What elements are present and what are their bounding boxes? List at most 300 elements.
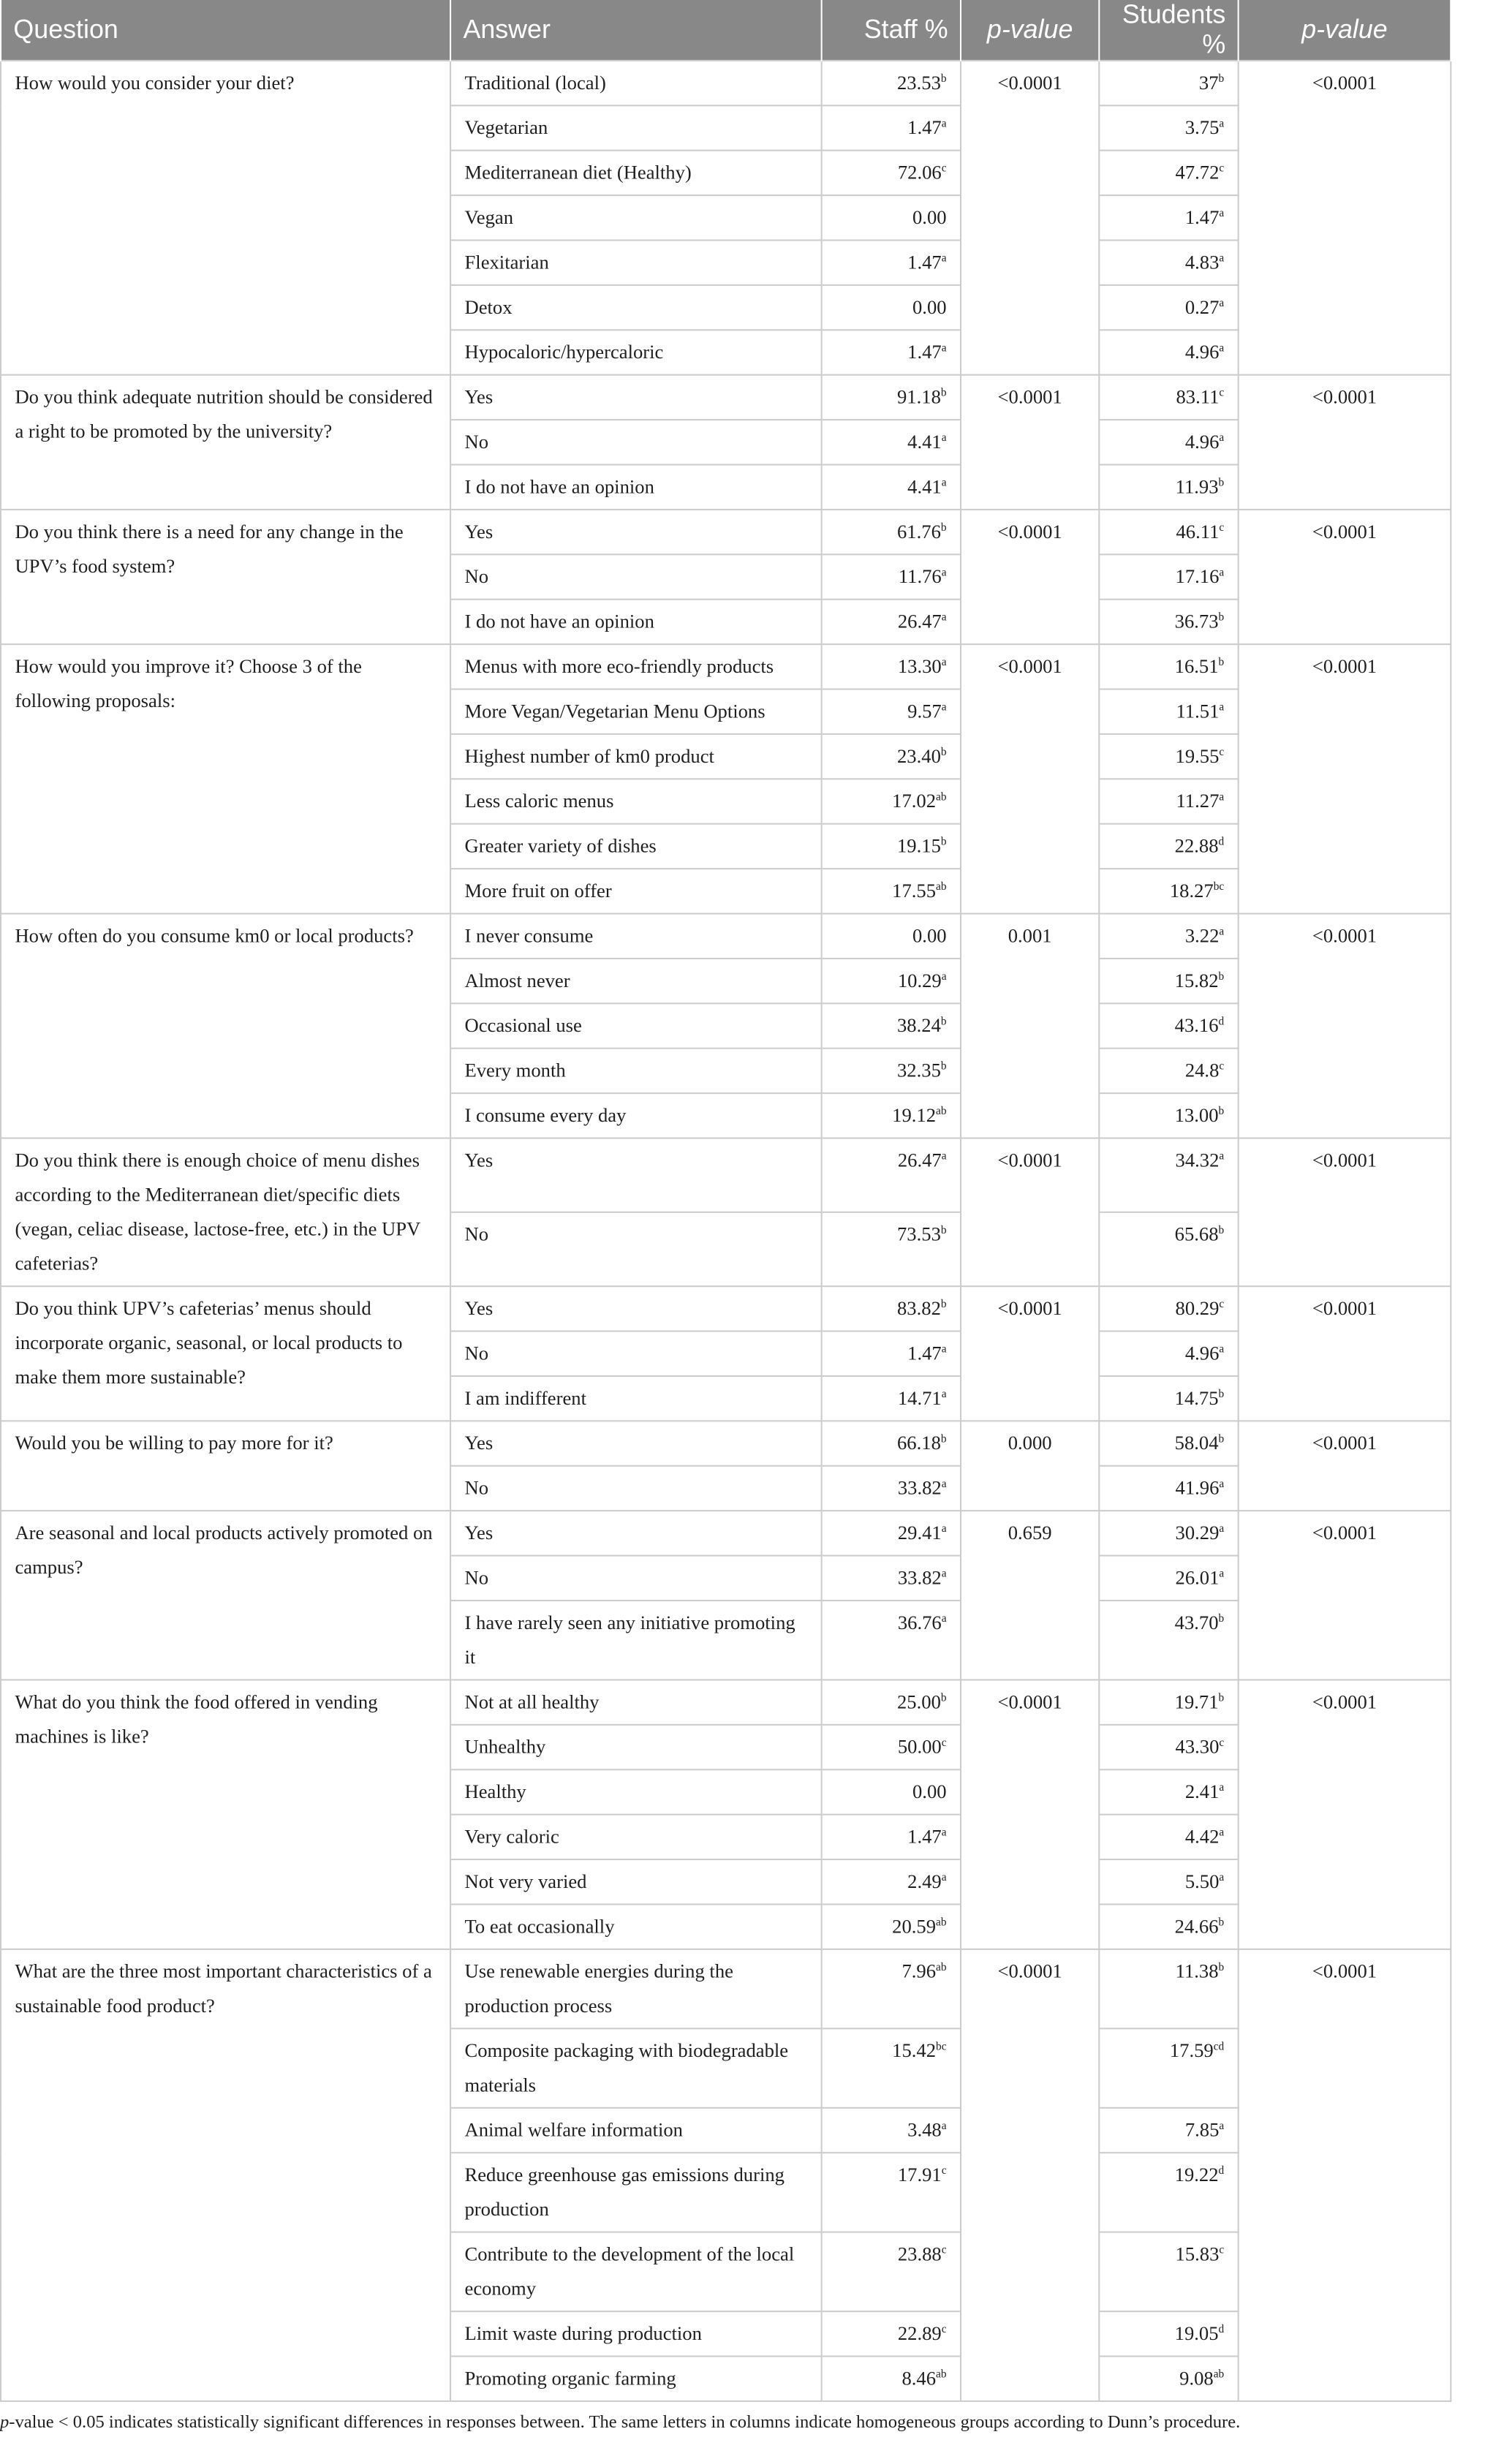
students-cell-group-letter: a [1219, 1343, 1225, 1356]
header-students: Students % [1099, 0, 1238, 61]
answer-cell: Unhealthy [450, 1725, 822, 1769]
staff-cell-value: 19.12 [892, 1104, 937, 1127]
students-cell-value: 3.75 [1184, 116, 1220, 139]
answer-cell: I do not have an opinion [450, 465, 822, 510]
staff-cell-group-letter: a [941, 567, 947, 579]
answer-cell: Reduce greenhouse gas emissions during production [450, 2153, 822, 2232]
staff-cell-group-letter: b [940, 1224, 947, 1236]
p-value-staff-cell: <0.0001 [961, 510, 1099, 644]
p-value-students-cell: <0.0001 [1239, 375, 1451, 510]
staff-cell-value: 29.41 [897, 1522, 942, 1544]
header-row [1, 0, 1451, 61]
answer-cell: More fruit on offer [450, 869, 822, 913]
staff-cell-group-letter: a [941, 701, 947, 714]
students-cell-group-letter: a [1219, 1871, 1225, 1884]
staff-cell-group-letter: ab [936, 1961, 947, 1973]
staff-cell-value: 91.18 [897, 386, 941, 408]
answer-cell: Menus with more eco-friendly products [450, 644, 822, 689]
header-question: Question [1, 0, 450, 61]
staff-cell-group-letter: a [941, 342, 947, 355]
staff-cell-group-letter: ab [936, 2368, 947, 2381]
staff-cell-group-letter: a [941, 1826, 947, 1839]
students-cell-group-letter: b [1218, 970, 1225, 983]
question-cell: Are seasonal and local products actively promoted on campus? [1, 1511, 450, 1680]
answer-cell: I am indifferent [450, 1376, 822, 1421]
students-cell-value: 80.29 [1175, 1297, 1220, 1320]
table-row [1, 510, 1451, 554]
staff-cell-group-letter: a [941, 656, 947, 669]
staff-cell-group-letter: b [940, 1016, 947, 1028]
answer-cell: Mediterranean diet (Healthy) [450, 151, 822, 195]
students-cell [1099, 240, 1238, 284]
staff-cell-value: 33.82 [897, 1566, 942, 1589]
answer-cell: Vegetarian [450, 105, 822, 150]
students-cell-value: 34.32 [1175, 1149, 1220, 1171]
p-value-staff-cell: 0.001 [961, 914, 1099, 1138]
answer-cell: Yes [450, 375, 822, 420]
answer-cell: Yes [450, 1138, 822, 1212]
staff-cell [822, 1421, 961, 1465]
staff-cell-value: 83.82 [897, 1297, 941, 1320]
students-cell [1099, 1093, 1238, 1138]
students-cell [1099, 2357, 1238, 2401]
students-cell-group-letter: a [1219, 567, 1225, 579]
staff-cell-group-letter: a [941, 477, 947, 489]
students-cell [1099, 554, 1238, 599]
staff-cell [822, 375, 961, 420]
staff-cell-group-letter: b [940, 746, 947, 759]
students-cell [1099, 869, 1238, 913]
staff-cell [822, 195, 961, 240]
staff-cell [822, 330, 961, 374]
students-cell-value: 4.96 [1184, 1342, 1220, 1364]
students-cell-value: 4.42 [1184, 1825, 1220, 1848]
answer-cell: I consume every day [450, 1093, 822, 1138]
staff-cell-value: 22.89 [897, 2322, 942, 2345]
question-cell: Would you be willing to pay more for it? [1, 1421, 450, 1511]
students-cell-group-letter: a [1219, 1781, 1225, 1794]
p-value-students-cell: <0.0001 [1239, 1421, 1451, 1511]
staff-cell-value: 1.47 [907, 341, 942, 363]
students-cell-group-letter: b [1218, 611, 1225, 624]
answer-cell: No [450, 554, 822, 599]
staff-cell-value: 26.47 [897, 1149, 942, 1171]
students-cell-value: 47.72 [1175, 162, 1220, 184]
answer-cell: Vegan [450, 195, 822, 240]
staff-cell-group-letter: a [941, 1612, 947, 1625]
students-cell [1099, 690, 1238, 734]
staff-cell [822, 1556, 961, 1601]
students-cell-value: 83.11 [1176, 386, 1220, 408]
answer-cell: No [450, 1212, 822, 1286]
p-value-staff-cell: 0.659 [961, 1511, 1099, 1680]
staff-cell [822, 1680, 961, 1724]
staff-cell-group-letter: a [941, 1522, 947, 1535]
students-cell [1099, 285, 1238, 330]
staff-cell-value: 1.47 [907, 116, 942, 139]
students-cell [1099, 1769, 1238, 1814]
staff-cell [822, 2311, 961, 2356]
p-value-staff-cell: <0.0001 [961, 1286, 1099, 1421]
staff-cell-group-letter: a [941, 252, 947, 265]
students-cell-value: 7.85 [1184, 2119, 1220, 2141]
staff-cell-value: 20.59 [892, 1915, 937, 1938]
staff-cell-group-letter: ab [936, 880, 947, 894]
p-value-students-cell: <0.0001 [1239, 644, 1451, 913]
answer-cell: Detox [450, 285, 822, 330]
staff-cell-group-letter: a [941, 1871, 947, 1884]
students-cell-value: 24.66 [1174, 1915, 1219, 1938]
students-cell-group-letter: b [1218, 1388, 1225, 1401]
answer-cell: Occasional use [450, 1003, 822, 1048]
staff-cell [822, 1331, 961, 1376]
students-cell-value: 37 [1198, 72, 1219, 94]
answer-cell: Almost never [450, 959, 822, 1003]
staff-cell [822, 600, 961, 644]
answer-cell: No [450, 420, 822, 464]
students-cell [1099, 1949, 1238, 2028]
staff-cell [822, 1859, 961, 1904]
staff-cell-group-letter: a [941, 970, 947, 983]
header-p-staff [961, 0, 1099, 61]
students-cell-value: 65.68 [1174, 1223, 1219, 1245]
answer-cell: Animal welfare information [450, 2108, 822, 2153]
students-cell-group-letter: c [1219, 2244, 1225, 2256]
answer-cell: Promoting organic farming [450, 2357, 822, 2401]
staff-cell-value: 36.76 [897, 1612, 942, 1633]
students-cell-group-letter: b [1218, 1105, 1225, 1118]
answer-cell: Every month [450, 1049, 822, 1093]
staff-cell-group-letter: b [940, 387, 947, 399]
students-cell [1099, 1466, 1238, 1511]
staff-cell-group-letter: ab [936, 791, 947, 804]
staff-cell-group-letter: c [941, 2164, 947, 2177]
answer-cell: No [450, 1466, 822, 1511]
students-cell [1099, 2311, 1238, 2356]
p-value-students-cell: <0.0001 [1239, 1680, 1451, 1949]
staff-cell-group-letter: b [940, 1060, 947, 1073]
students-cell-group-letter: d [1218, 2323, 1225, 2336]
staff-cell-group-letter: a [941, 2120, 947, 2132]
students-cell-value: 19.55 [1175, 745, 1220, 767]
answer-cell: Yes [450, 1421, 822, 1465]
staff-cell [822, 1511, 961, 1555]
staff-cell-value: 32.35 [897, 1059, 941, 1081]
answer-cell: Flexitarian [450, 240, 822, 284]
staff-cell [822, 2108, 961, 2153]
staff-cell-group-letter: c [941, 2323, 947, 2336]
students-cell-value: 19.22 [1174, 2164, 1219, 2186]
students-cell [1099, 1725, 1238, 1769]
staff-cell [822, 2028, 961, 2107]
staff-cell-group-letter: b [940, 836, 947, 848]
students-cell [1099, 1286, 1238, 1331]
students-cell-group-letter: a [1219, 1522, 1225, 1535]
students-cell-group-letter: c [1219, 746, 1225, 759]
students-cell [1099, 1138, 1238, 1212]
answer-cell: Healthy [450, 1769, 822, 1814]
students-cell-value: 15.82 [1174, 970, 1219, 991]
students-cell-group-letter: d [1218, 2164, 1225, 2177]
header-answer: Answer [450, 0, 822, 61]
answer-cell: I have rarely seen any initiative promoting it [450, 1601, 822, 1680]
students-cell-group-letter: c [1219, 1060, 1225, 1073]
staff-cell-group-letter: a [941, 1388, 947, 1401]
table-row [1, 61, 1451, 105]
answer-cell: Traditional (local) [450, 61, 822, 105]
students-cell-group-letter: ab [1213, 2368, 1225, 2381]
students-cell [1099, 914, 1238, 959]
staff-cell-value: 61.76 [897, 521, 941, 543]
students-cell [1099, 2232, 1238, 2311]
students-cell [1099, 1859, 1238, 1904]
students-cell-group-letter: b [1218, 1692, 1225, 1704]
students-cell-value: 4.96 [1184, 341, 1220, 363]
staff-cell-value: 38.24 [897, 1014, 941, 1037]
students-cell-value: 0.27 [1184, 296, 1220, 318]
students-cell-value: 24.8 [1184, 1059, 1220, 1081]
staff-cell-group-letter: a [941, 1343, 947, 1356]
students-cell-group-letter: c [1219, 387, 1225, 399]
answer-cell: Less caloric menus [450, 779, 822, 823]
staff-cell [822, 105, 961, 150]
answer-cell: I never consume [450, 914, 822, 959]
staff-cell-value: 26.47 [897, 611, 942, 632]
students-cell [1099, 1212, 1238, 1286]
staff-cell-value: 33.82 [897, 1477, 942, 1499]
students-cell [1099, 151, 1238, 195]
students-cell-value: 13.00 [1174, 1104, 1219, 1127]
students-cell-value: 11.93 [1175, 475, 1219, 498]
answer-cell: No [450, 1331, 822, 1376]
students-cell-value: 19.05 [1174, 2322, 1219, 2345]
p-value-students-cell: <0.0001 [1239, 61, 1451, 375]
question-cell: What are the three most important characteristics of a sustainable food product? [1, 1949, 450, 2401]
staff-cell [822, 1815, 961, 1859]
staff-cell [822, 779, 961, 823]
staff-cell-value: 17.55 [892, 880, 937, 902]
table-row [1, 644, 1451, 689]
students-cell-group-letter: d [1218, 1016, 1225, 1028]
staff-cell-value: 66.18 [897, 1432, 941, 1454]
staff-cell [822, 1949, 961, 2028]
students-cell-value: 46.11 [1176, 521, 1220, 543]
staff-cell [822, 1049, 961, 1093]
students-cell-value: 9.08 [1179, 2367, 1214, 2390]
students-cell-value: 16.51 [1174, 655, 1219, 678]
students-cell-group-letter: a [1219, 118, 1225, 130]
p-value-students-cell: <0.0001 [1239, 1511, 1451, 1680]
students-cell [1099, 2108, 1238, 2153]
staff-cell-value: 9.57 [907, 700, 942, 722]
students-cell-group-letter: bc [1213, 880, 1225, 894]
answer-cell: Very caloric [450, 1815, 822, 1859]
answer-cell: Composite packaging with biodegradable materials [450, 2028, 822, 2107]
students-cell [1099, 375, 1238, 420]
answer-cell: Contribute to the development of the local economy [450, 2232, 822, 2311]
table-row [1, 1138, 1451, 1212]
staff-cell-value: 4.41 [907, 475, 942, 498]
students-cell [1099, 1815, 1238, 1859]
answer-cell: Limit waste during production [450, 2311, 822, 2356]
staff-cell [822, 285, 961, 330]
question-cell: Do you think there is enough choice of menu dishes according to the Mediterranean diet/specific diets (vegan, celiac disease, lactose-free, etc.) in the UPV cafeterias? [1, 1138, 450, 1287]
staff-cell-value: 1.47 [907, 1342, 942, 1364]
staff-cell-value: 0.00 [912, 1780, 947, 1803]
students-cell-value: 43.30 [1175, 1736, 1220, 1758]
staff-cell [822, 510, 961, 554]
staff-cell [822, 1093, 961, 1138]
staff-cell-value: 0.00 [912, 924, 947, 947]
staff-cell-group-letter: b [940, 521, 947, 534]
students-cell-value: 26.01 [1175, 1566, 1220, 1589]
p-value-staff-cell: <0.0001 [961, 61, 1099, 375]
staff-cell-group-letter: bc [936, 2041, 947, 2053]
students-cell-value: 22.88 [1174, 835, 1219, 857]
staff-cell-group-letter: ab [936, 1105, 947, 1118]
students-cell [1099, 734, 1238, 779]
staff-cell-value: 19.15 [897, 835, 941, 857]
table-row [1, 1286, 1451, 1331]
answer-cell: Yes [450, 1511, 822, 1555]
students-cell [1099, 1003, 1238, 1048]
staff-cell [822, 1466, 961, 1511]
students-cell [1099, 1376, 1238, 1421]
students-cell [1099, 330, 1238, 374]
students-cell-value: 2.41 [1184, 1780, 1220, 1803]
staff-cell [822, 959, 961, 1003]
staff-cell-value: 23.53 [897, 72, 941, 94]
header-p-students [1239, 0, 1451, 61]
students-cell-group-letter: a [1219, 926, 1225, 938]
students-cell-group-letter: c [1219, 1298, 1225, 1311]
footnote-italic: p [0, 2412, 10, 2432]
students-cell [1099, 465, 1238, 510]
staff-cell [822, 420, 961, 464]
staff-cell-group-letter: a [941, 1568, 947, 1580]
students-cell-value: 43.70 [1174, 1612, 1219, 1633]
staff-cell-value: 23.88 [897, 2243, 942, 2265]
students-cell [1099, 1049, 1238, 1093]
students-cell-group-letter: b [1218, 1433, 1225, 1446]
staff-cell-value: 73.53 [897, 1223, 941, 1245]
students-cell [1099, 1556, 1238, 1601]
staff-cell [822, 2357, 961, 2401]
students-cell [1099, 959, 1238, 1003]
p-value-staff-cell: <0.0001 [961, 644, 1099, 913]
staff-cell-group-letter: ab [936, 1916, 947, 1929]
staff-cell [822, 1601, 961, 1680]
students-cell-group-letter: a [1219, 207, 1225, 220]
answer-cell: Highest number of km0 product [450, 734, 822, 779]
header-p-students-text: p-value [1301, 15, 1388, 45]
staff-cell [822, 734, 961, 779]
staff-cell [822, 1286, 961, 1331]
p-value-students-cell: <0.0001 [1239, 1138, 1451, 1287]
students-cell [1099, 420, 1238, 464]
staff-cell [822, 914, 961, 959]
header-staff: Staff % [822, 0, 961, 61]
p-value-staff-cell: <0.0001 [961, 1138, 1099, 1287]
staff-cell-value: 11.76 [898, 565, 942, 588]
students-cell-value: 4.83 [1184, 251, 1220, 273]
students-cell-group-letter: c [1219, 1737, 1225, 1749]
answer-cell: Hypocaloric/hypercaloric [450, 330, 822, 374]
students-cell-group-letter: a [1219, 431, 1225, 445]
table-body [1, 61, 1451, 2401]
students-cell-group-letter: b [1218, 477, 1225, 489]
students-cell [1099, 2153, 1238, 2232]
staff-cell-group-letter: a [941, 118, 947, 130]
students-cell-value: 43.16 [1174, 1014, 1219, 1037]
students-cell-value: 17.59 [1169, 2039, 1214, 2062]
students-cell-value: 15.83 [1175, 2243, 1220, 2265]
footnote-text: -value < 0.05 indicates statistically significant differences in responses between. The same letters in columns indicate homogeneous groups according to Dunn’s procedure. [9, 2412, 1241, 2432]
p-value-staff-cell: <0.0001 [961, 375, 1099, 510]
students-cell [1099, 1511, 1238, 1555]
students-cell-value: 11.51 [1176, 700, 1220, 722]
students-cell-value: 58.04 [1174, 1432, 1219, 1454]
question-cell: How would you consider your diet? [1, 61, 450, 375]
students-cell-value: 1.47 [1184, 206, 1220, 229]
students-cell [1099, 1904, 1238, 1949]
table-row [1, 1949, 1451, 2028]
answer-cell: Not very varied [450, 1859, 822, 1904]
students-cell-group-letter: a [1219, 252, 1225, 265]
question-cell: What do you think the food offered in vending machines is like? [1, 1680, 450, 1949]
answer-cell: To eat occasionally [450, 1904, 822, 1949]
staff-cell-group-letter: b [940, 1692, 947, 1704]
staff-cell-group-letter: b [940, 72, 947, 85]
students-cell-group-letter: a [1219, 791, 1225, 804]
question-cell: How would you improve it? Choose 3 of the following proposals: [1, 644, 450, 913]
staff-cell-group-letter: b [940, 1433, 947, 1446]
answer-cell: Yes [450, 1286, 822, 1331]
students-cell-value: 36.73 [1174, 611, 1219, 632]
answer-cell: More Vegan/Vegetarian Menu Options [450, 690, 822, 734]
staff-cell-value: 15.42 [892, 2039, 937, 2062]
staff-cell-group-letter: c [941, 162, 947, 175]
students-cell-group-letter: a [1219, 342, 1225, 355]
p-value-students-cell: <0.0001 [1239, 1949, 1451, 2401]
staff-cell-group-letter: c [941, 2244, 947, 2256]
staff-cell [822, 151, 961, 195]
students-cell [1099, 824, 1238, 869]
staff-cell-value: 72.06 [897, 162, 942, 184]
students-cell-group-letter: b [1218, 1961, 1225, 1973]
answer-cell: Use renewable energies during the production process [450, 1949, 822, 2028]
staff-cell-group-letter: a [941, 1478, 947, 1490]
staff-cell-value: 50.00 [897, 1736, 942, 1758]
staff-cell-value: 4.41 [907, 431, 942, 453]
answer-cell: Yes [450, 510, 822, 554]
students-cell [1099, 1421, 1238, 1465]
staff-cell [822, 2232, 961, 2311]
students-cell [1099, 510, 1238, 554]
table-footnote [0, 2402, 1450, 2435]
students-cell-group-letter: a [1219, 701, 1225, 714]
students-cell-group-letter: a [1219, 1478, 1225, 1490]
staff-cell-value: 3.48 [907, 2119, 942, 2141]
students-cell-value: 14.75 [1174, 1387, 1219, 1409]
students-cell-value: 41.96 [1175, 1477, 1220, 1499]
staff-cell-value: 13.30 [897, 655, 942, 678]
p-value-students-cell: <0.0001 [1239, 914, 1451, 1138]
table-row [1, 375, 1451, 420]
staff-cell [822, 644, 961, 689]
students-cell-group-letter: a [1219, 2120, 1225, 2132]
staff-cell [822, 1904, 961, 1949]
